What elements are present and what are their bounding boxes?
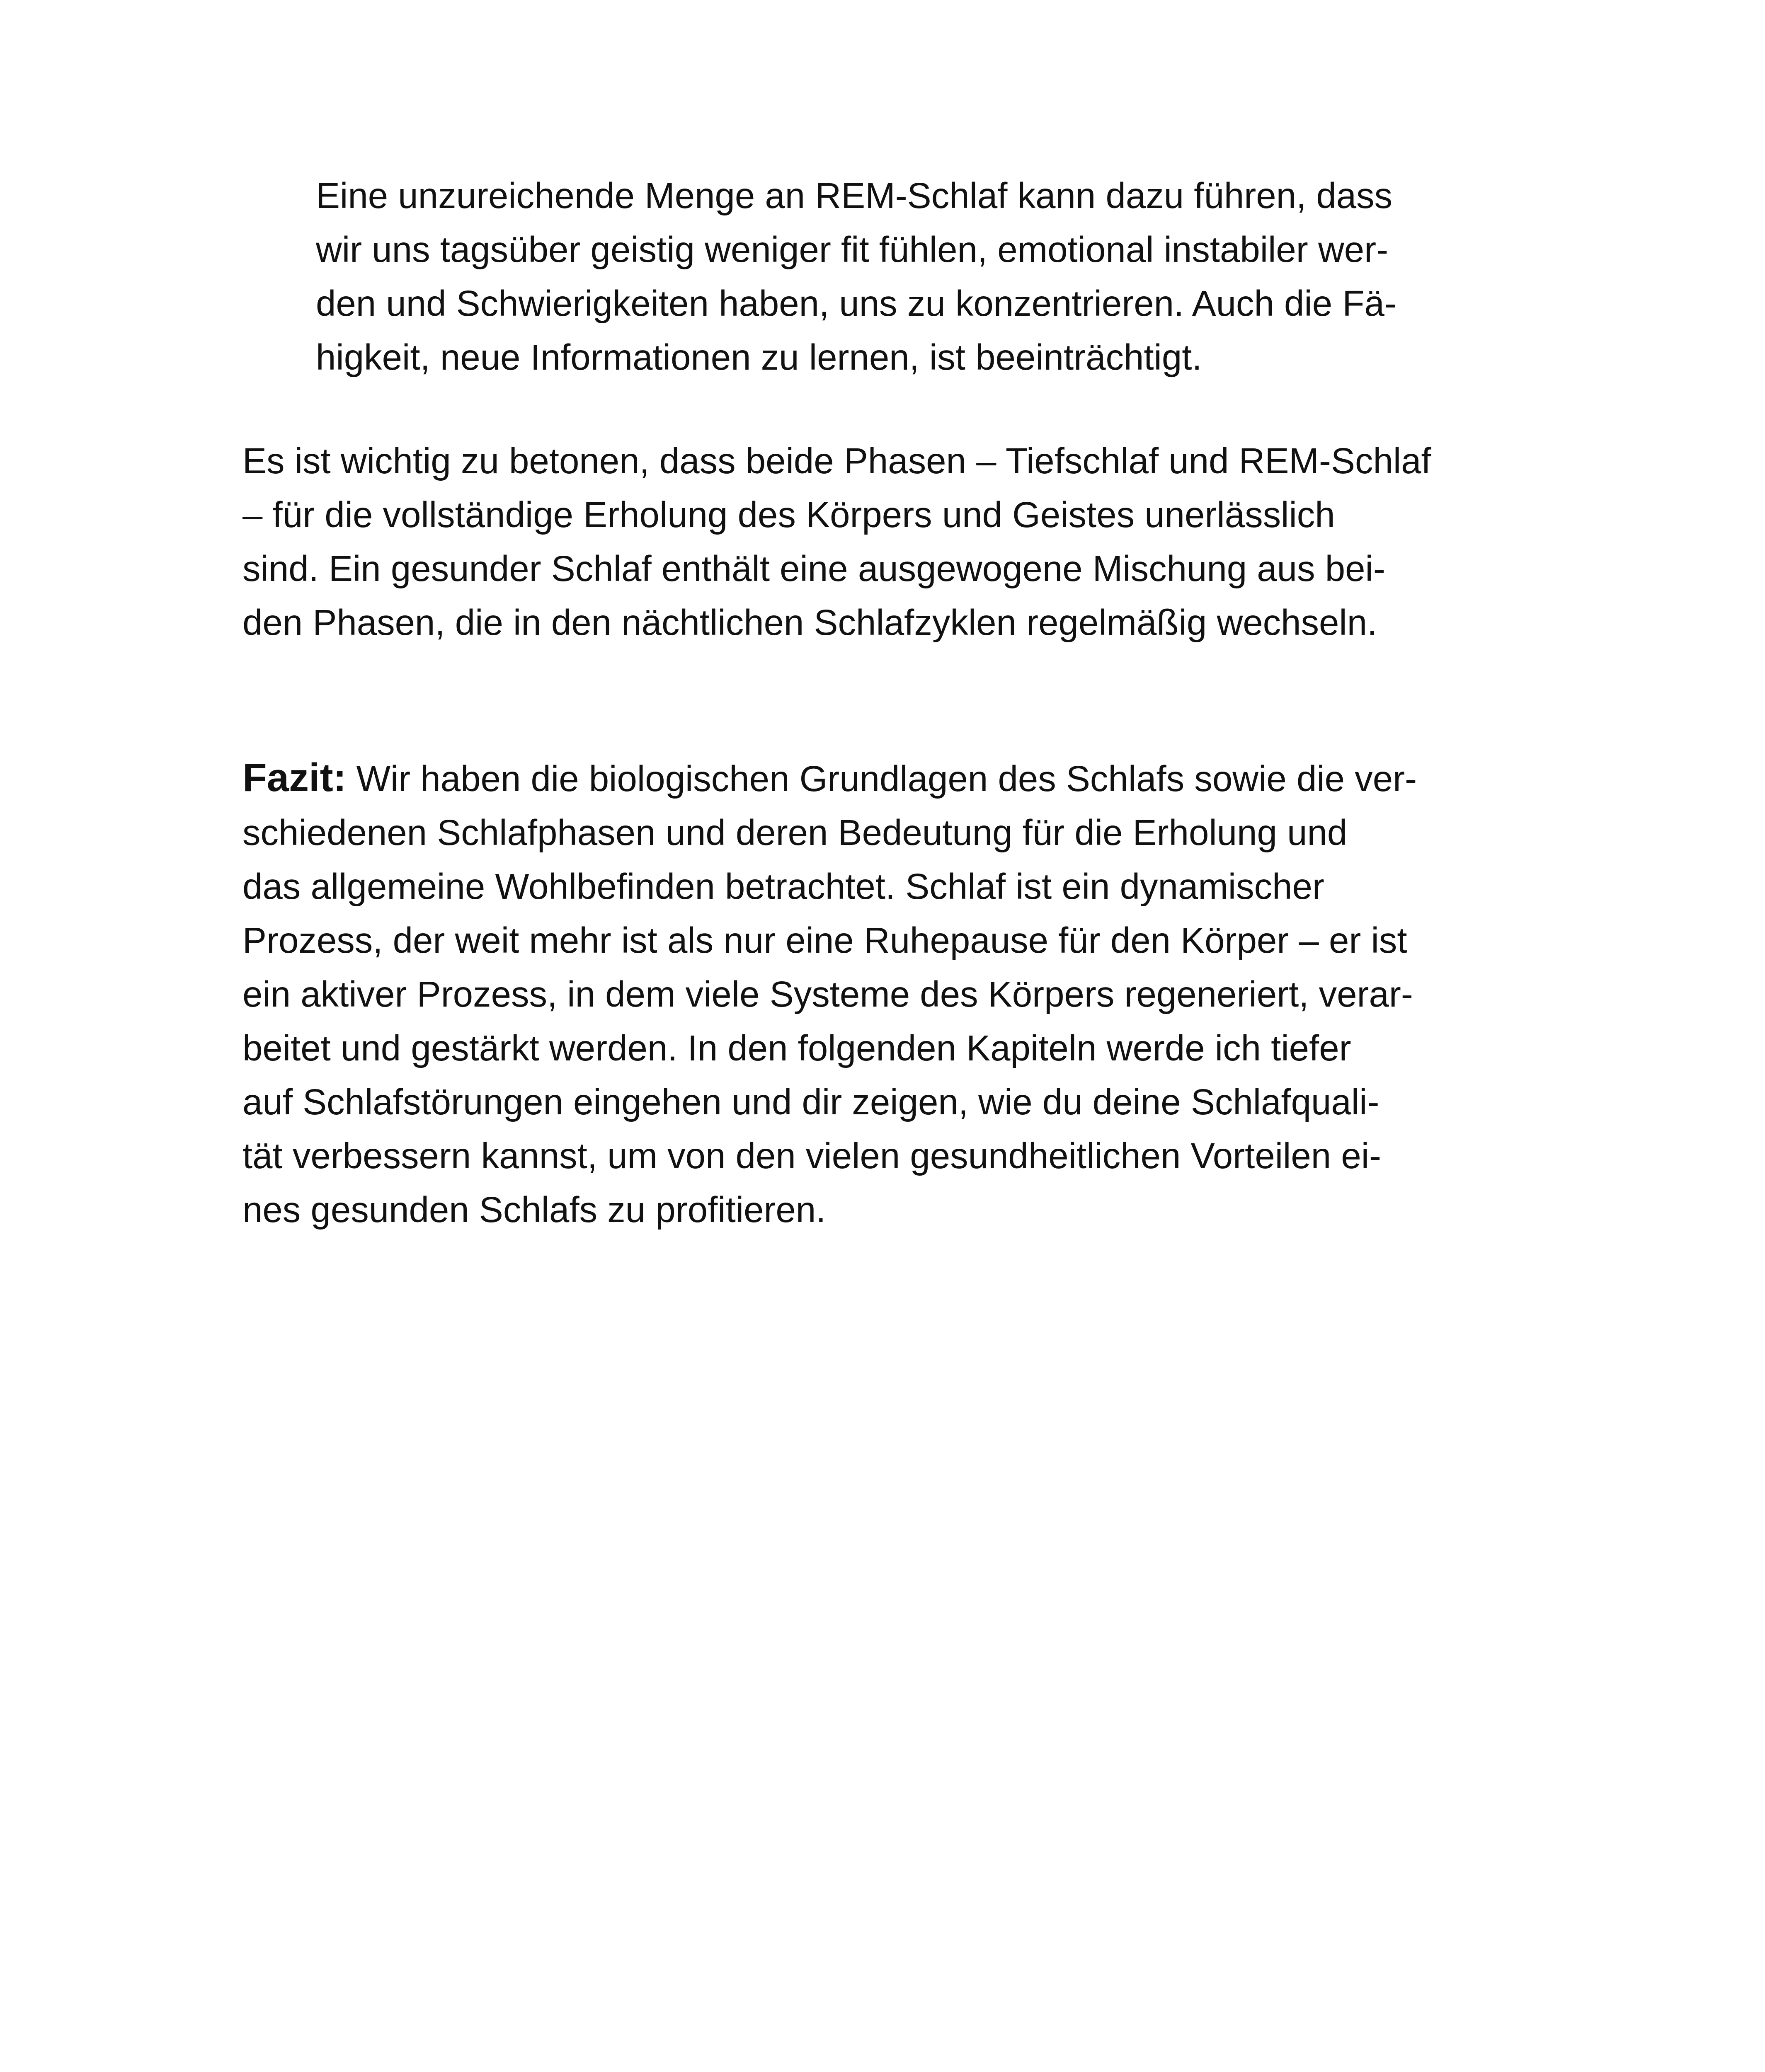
paragraph-line: den Phasen, die in den nächtlichen Schlafzyklen regelmäßig wechseln. <box>242 603 1377 643</box>
paragraph-line: Eine unzureichende Menge an REM-Schlaf kann dazu führen, dass <box>316 176 1393 216</box>
paragraph-line: wir uns tagsüber geistig weniger fit fühlen, emotional instabiler wer- <box>316 230 1389 270</box>
paragraph-line: Prozess, der weit mehr ist als nur eine Ruhepause für den Körper – er ist <box>242 920 1407 961</box>
fazit-label: Fazit: <box>242 755 347 800</box>
paragraph-line: sind. Ein gesunder Schlaf enthält eine ausgewogene Mischung aus bei- <box>242 549 1385 589</box>
paragraph-line: ein aktiver Prozess, in dem viele Systeme des Körpers regeneriert, verar- <box>242 974 1413 1014</box>
paragraph-line: higkeit, neue Informationen zu lernen, ist beeinträchtigt. <box>316 337 1202 378</box>
indented-paragraph <box>316 169 1576 385</box>
conclusion-paragraph <box>242 751 1577 1237</box>
paragraph-line: den und Schwierigkeiten haben, uns zu konzentrieren. Auch die Fä- <box>316 283 1396 324</box>
conclusion-first-line <box>242 751 1577 806</box>
paragraph-line: Es ist wichtig zu betonen, dass beide Phasen – Tiefschlaf und REM-Schlaf <box>242 441 1431 481</box>
paragraph-line: schiedenen Schlafphasen und deren Bedeutung für die Erholung und <box>242 813 1348 853</box>
paragraph-line: nes gesunden Schlafs zu profitieren. <box>242 1190 826 1230</box>
paragraph-line: beitet und gestärkt werden. In den folgenden Kapiteln werde ich tiefer <box>242 1028 1351 1068</box>
main-paragraph <box>242 434 1577 650</box>
paragraph-line: tät verbessern kannst, um von den vielen gesundheitlichen Vorteilen ei- <box>242 1136 1381 1176</box>
paragraph-line: auf Schlafstörungen eingehen und dir zeigen, wie du deine Schlafquali- <box>242 1082 1380 1122</box>
paragraph-line: – für die vollständige Erholung des Körpers und Geistes unerlässlich <box>242 495 1335 535</box>
paragraph-line: das allgemeine Wohlbefinden betrachtet. Schlaf ist ein dynamischer <box>242 867 1324 907</box>
conclusion-first-line-text: Wir haben die biologischen Grundlagen des Schlafs sowie die ver- <box>346 759 1417 799</box>
